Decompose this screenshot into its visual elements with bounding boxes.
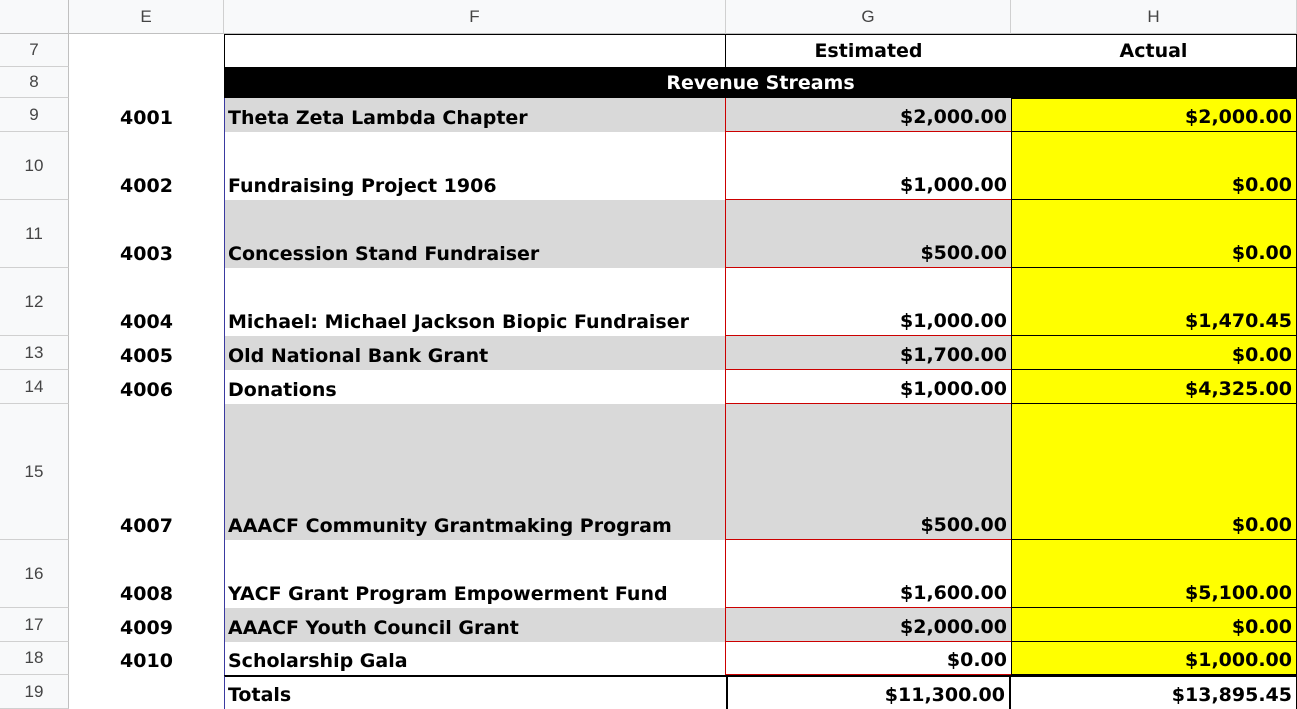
row-header-11[interactable]: 11 <box>0 200 69 268</box>
estimated-cell[interactable]: $1,000.00 <box>726 268 1011 336</box>
cell-e19[interactable] <box>69 675 224 709</box>
row-header-12[interactable]: 12 <box>0 268 69 336</box>
estimated-cell[interactable]: $2,000.00 <box>726 608 1011 642</box>
row-header-18[interactable]: 18 <box>0 642 69 675</box>
totals-label[interactable]: Totals <box>224 675 726 709</box>
actual-cell[interactable]: $5,100.00 <box>1011 540 1297 608</box>
row-header-19[interactable]: 19 <box>0 675 69 709</box>
estimated-header[interactable]: Estimated <box>726 34 1011 67</box>
revenue-name-cell[interactable]: Old National Bank Grant <box>224 336 726 370</box>
row-header-16[interactable]: 16 <box>0 540 69 608</box>
revenue-name-cell[interactable]: YACF Grant Program Empowerment Fund <box>224 540 726 608</box>
revenue-name-cell[interactable]: Concession Stand Fundraiser <box>224 200 726 268</box>
totals-estimated[interactable]: $11,300.00 <box>726 675 1011 709</box>
revenue-name-cell[interactable]: AAACF Youth Council Grant <box>224 608 726 642</box>
account-code-cell[interactable]: 4007 <box>120 515 173 537</box>
account-code-cell[interactable]: 4009 <box>120 617 173 639</box>
actual-cell[interactable]: $0.00 <box>1011 200 1297 268</box>
revenue-name-cell[interactable]: Donations <box>224 370 726 404</box>
account-code-cell[interactable]: 4010 <box>120 650 173 672</box>
actual-header[interactable]: Actual <box>1011 34 1297 67</box>
account-code-cell[interactable]: 4002 <box>120 175 173 197</box>
revenue-name-cell[interactable]: Scholarship Gala <box>224 642 726 675</box>
actual-cell[interactable]: $4,325.00 <box>1011 370 1297 404</box>
row-header-14[interactable]: 14 <box>0 370 69 404</box>
cell-f7[interactable] <box>224 34 726 67</box>
account-code-cell[interactable]: 4006 <box>120 379 173 401</box>
totals-actual[interactable]: $13,895.45 <box>1011 675 1297 709</box>
column-header-f[interactable]: F <box>224 0 726 34</box>
estimated-cell[interactable]: $2,000.00 <box>726 98 1011 132</box>
row-header-17[interactable]: 17 <box>0 608 69 642</box>
revenue-streams-banner[interactable]: Revenue Streams <box>224 67 1297 98</box>
estimated-cell[interactable]: $1,000.00 <box>726 370 1011 404</box>
actual-cell[interactable]: $0.00 <box>1011 336 1297 370</box>
revenue-name-cell[interactable]: AAACF Community Grantmaking Program <box>224 404 726 540</box>
revenue-name-cell[interactable]: Theta Zeta Lambda Chapter <box>224 98 726 132</box>
row-header-9[interactable]: 9 <box>0 98 69 132</box>
row-header-13[interactable]: 13 <box>0 336 69 370</box>
account-code-cell[interactable]: 4005 <box>120 345 173 367</box>
account-code-cell[interactable]: 4008 <box>120 583 173 605</box>
row-header-7[interactable]: 7 <box>0 34 69 67</box>
estimated-cell[interactable]: $0.00 <box>726 642 1011 675</box>
revenue-name-cell[interactable]: Michael: Michael Jackson Biopic Fundraiser <box>224 268 726 336</box>
row-header-10[interactable]: 10 <box>0 132 69 200</box>
estimated-cell[interactable]: $1,600.00 <box>726 540 1011 608</box>
actual-cell[interactable]: $0.00 <box>1011 404 1297 540</box>
estimated-cell[interactable]: $500.00 <box>726 200 1011 268</box>
select-all-corner[interactable] <box>0 0 69 34</box>
column-header-h[interactable]: H <box>1011 0 1297 34</box>
actual-cell[interactable]: $1,000.00 <box>1011 642 1297 675</box>
account-code-cell[interactable]: 4004 <box>120 311 173 333</box>
account-code-cell[interactable]: 4003 <box>120 243 173 265</box>
estimated-cell[interactable]: $1,700.00 <box>726 336 1011 370</box>
row-header-15[interactable]: 15 <box>0 404 69 540</box>
row-header-8[interactable]: 8 <box>0 67 69 98</box>
actual-cell[interactable]: $0.00 <box>1011 132 1297 200</box>
revenue-name-cell[interactable]: Fundraising Project 1906 <box>224 132 726 200</box>
account-code-cell[interactable]: 4001 <box>120 107 173 129</box>
estimated-cell[interactable]: $1,000.00 <box>726 132 1011 200</box>
actual-cell[interactable]: $0.00 <box>1011 608 1297 642</box>
column-header-e[interactable]: E <box>69 0 224 34</box>
estimated-cell[interactable]: $500.00 <box>726 404 1011 540</box>
actual-cell[interactable]: $1,470.45 <box>1011 268 1297 336</box>
actual-cell[interactable]: $2,000.00 <box>1011 98 1297 132</box>
column-header-g[interactable]: G <box>726 0 1011 34</box>
